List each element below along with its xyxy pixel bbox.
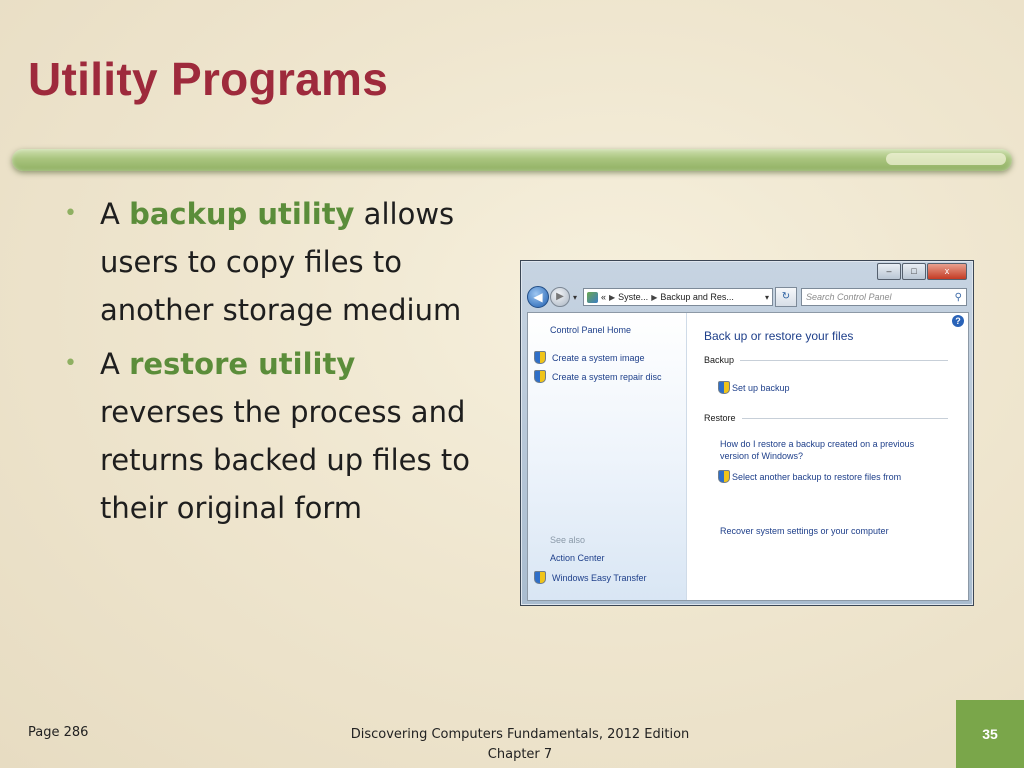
windows-easy-transfer-link[interactable]: Windows Easy Transfer <box>534 571 647 584</box>
shield-icon <box>718 470 730 483</box>
breadcrumb-separator-icon: ▶ <box>609 292 616 302</box>
bullet-list <box>56 190 486 538</box>
address-toolbar <box>527 286 967 308</box>
bullet-backup-utility <box>56 190 486 334</box>
address-dropdown-icon[interactable]: ▾ <box>764 292 769 302</box>
recover-system-link[interactable]: Recover system settings or your computer <box>720 526 889 536</box>
window-content <box>527 312 969 601</box>
backup-restore-window-screenshot <box>520 260 974 606</box>
maximize-button[interactable]: □ <box>902 263 926 280</box>
control-panel-home-link[interactable]: Control Panel Home <box>550 325 632 335</box>
chapter-line: Chapter 7 <box>487 747 553 762</box>
shield-icon <box>534 571 546 584</box>
back-arrow-icon[interactable]: ◀ <box>527 286 549 308</box>
create-repair-disc-link[interactable]: Create a system repair disc <box>534 370 662 383</box>
book-title-line: Discovering Computers Fundamentals, 2012 Edition <box>350 727 690 742</box>
shield-icon <box>534 351 546 364</box>
book-citation <box>320 725 720 765</box>
slide-number: 35 <box>956 700 1024 768</box>
bullet-highlight-term: backup utility <box>129 197 355 231</box>
bullet-text: allows users to copy files to another storage medium <box>100 197 462 327</box>
breadcrumb-separator-icon: ▶ <box>651 292 658 302</box>
main-heading: Back up or restore your files <box>704 329 854 343</box>
slide-title: Utility Programs <box>28 53 389 105</box>
left-task-pane <box>528 313 687 600</box>
backup-section-header: Backup <box>704 355 948 365</box>
search-input[interactable] <box>801 288 967 306</box>
set-up-backup-link[interactable]: Set up backup <box>718 381 790 394</box>
help-icon[interactable]: ? <box>952 315 964 327</box>
select-another-backup-link[interactable]: Select another backup to restore files from <box>718 470 901 483</box>
bullet-dot-icon: • <box>64 351 77 376</box>
address-bar[interactable] <box>583 288 773 306</box>
search-placeholder: Search Control Panel <box>806 292 892 302</box>
bullet-prefix: A <box>100 197 130 231</box>
breadcrumb-backup[interactable]: Backup and Res... <box>660 292 734 302</box>
create-system-image-link[interactable]: Create a system image <box>534 351 645 364</box>
close-button[interactable]: x <box>927 263 967 280</box>
recent-pages-dropdown[interactable]: ▾ <box>572 292 577 302</box>
restore-previous-version-link[interactable]: How do I restore a backup created on a previous version of Windows? <box>720 439 915 461</box>
search-icon[interactable]: ⚲ <box>954 291 962 303</box>
shield-icon <box>718 381 730 394</box>
bullet-prefix: A <box>100 347 130 381</box>
title-divider-bar <box>12 149 1012 171</box>
forward-arrow-icon[interactable]: ▶ <box>550 287 570 307</box>
bullet-restore-utility <box>56 340 486 532</box>
minimize-button[interactable]: – <box>877 263 901 280</box>
breadcrumb-system[interactable]: Syste... <box>618 292 649 302</box>
window-caption-buttons <box>876 263 967 279</box>
restore-section-header: Restore <box>704 413 948 423</box>
bullet-highlight-term: restore utility <box>129 347 356 381</box>
control-panel-icon <box>587 292 598 303</box>
see-also-label: See also <box>550 535 586 545</box>
bullet-text: reverses the process and returns backed up files to their original form <box>100 395 470 525</box>
page-reference: Page 286 <box>28 725 89 740</box>
refresh-icon[interactable]: ↻ <box>775 287 797 307</box>
shield-icon <box>534 370 546 383</box>
action-center-link[interactable]: Action Center <box>550 553 605 563</box>
bullet-dot-icon: • <box>64 201 77 226</box>
breadcrumb-overflow[interactable]: « <box>601 292 607 302</box>
